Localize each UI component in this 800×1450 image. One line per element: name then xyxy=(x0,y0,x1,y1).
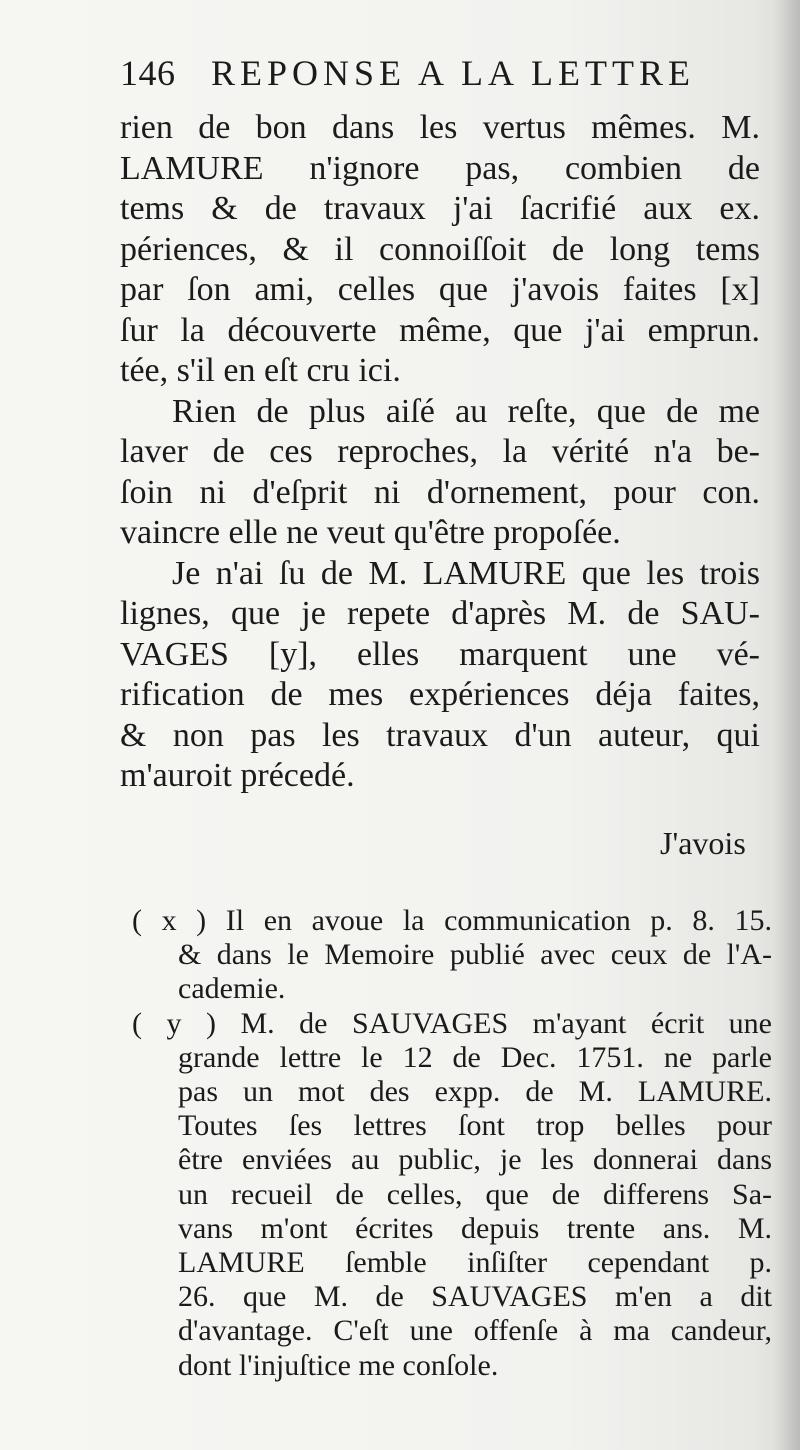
body-line: & non pas les travaux d'un auteur, qui xyxy=(120,716,760,754)
footnote-line: & dans le Memoire publié avec ceux de l'A- xyxy=(178,938,772,972)
body-line: tems & de travaux j'ai ſacrifié aux ex. xyxy=(120,190,760,227)
body-line: LAMURE n'ignore pas, combien de xyxy=(120,149,760,187)
spine-shadow xyxy=(774,0,800,1450)
footnotes xyxy=(132,904,772,1383)
body-line: vaincre elle ne veut qu'être propoſée. xyxy=(120,514,621,551)
footnote-line: pas un mot des expp. de M. LAMURE. xyxy=(178,1075,772,1109)
body-line: rien de bon dans les vertus mêmes. M. xyxy=(120,109,760,146)
body-line: rification de mes expériences déja faites, xyxy=(120,676,760,713)
footnote-line: Toutes ſes lettres ſont trop belles pour xyxy=(178,1109,772,1143)
catchword: J'avois xyxy=(660,825,746,861)
body-line: VAGES [y], elles marquent une vé- xyxy=(120,635,760,673)
body-line: périences, & il connoiſſoit de long tems xyxy=(120,230,760,268)
footnote-line: 26. que M. de SAUVAGES m'en a dit xyxy=(178,1280,772,1314)
footnote-line: vans m'ont écrites depuis trente ans. M. xyxy=(178,1211,772,1245)
body-line: laver de ces reproches, la vérité n'a be- xyxy=(120,433,760,470)
body-line: ſoin ni d'eſprit ni d'ornement, pour con. xyxy=(120,473,760,511)
footnote-line: dont l'injuſtice me conſole. xyxy=(178,1348,499,1382)
paragraph-start-line: Je n'ai ſu de M. LAMURE que les trois xyxy=(172,554,760,592)
paragraph-start-line: Rien de plus aiſé au reſte, que de me xyxy=(172,392,760,430)
page-header xyxy=(120,52,730,94)
footnote-line: un recueil de celles, que de differens Sa- xyxy=(178,1177,772,1211)
body-line: par ſon ami, celles que j'avois faites [x] xyxy=(120,271,760,308)
footnote-line: ( x ) Il en avoue la communication p. 8. 15. xyxy=(132,904,772,937)
body-text xyxy=(120,108,760,797)
body-line: ſur la découverte même, que j'ai emprun. xyxy=(120,311,760,349)
body-line: tée, s'il en eſt cru ici. xyxy=(120,352,401,389)
footnote-line: grande lettre le 12 de Dec. 1751. ne parle xyxy=(178,1040,772,1074)
body-line: lignes, que je repete d'après M. de SAU- xyxy=(120,595,760,632)
footnote-line: LAMURE ſemble inſiſter cependant p. xyxy=(178,1246,772,1280)
running-title: REPONSE A LA LETTRE xyxy=(211,53,696,93)
footnote-line: être enviées au public, je les donnerai dans xyxy=(178,1143,772,1177)
page-number: 146 xyxy=(120,53,176,93)
footnote-line: ( y ) M. de SAUVAGES m'ayant écrit une xyxy=(132,1006,772,1040)
footnote-line: cademie. xyxy=(178,972,286,1006)
body-line: m'auroit précedé. xyxy=(120,757,355,794)
footnote-line: d'avantage. C'eſt une offenſe à ma candeur, xyxy=(178,1314,772,1348)
